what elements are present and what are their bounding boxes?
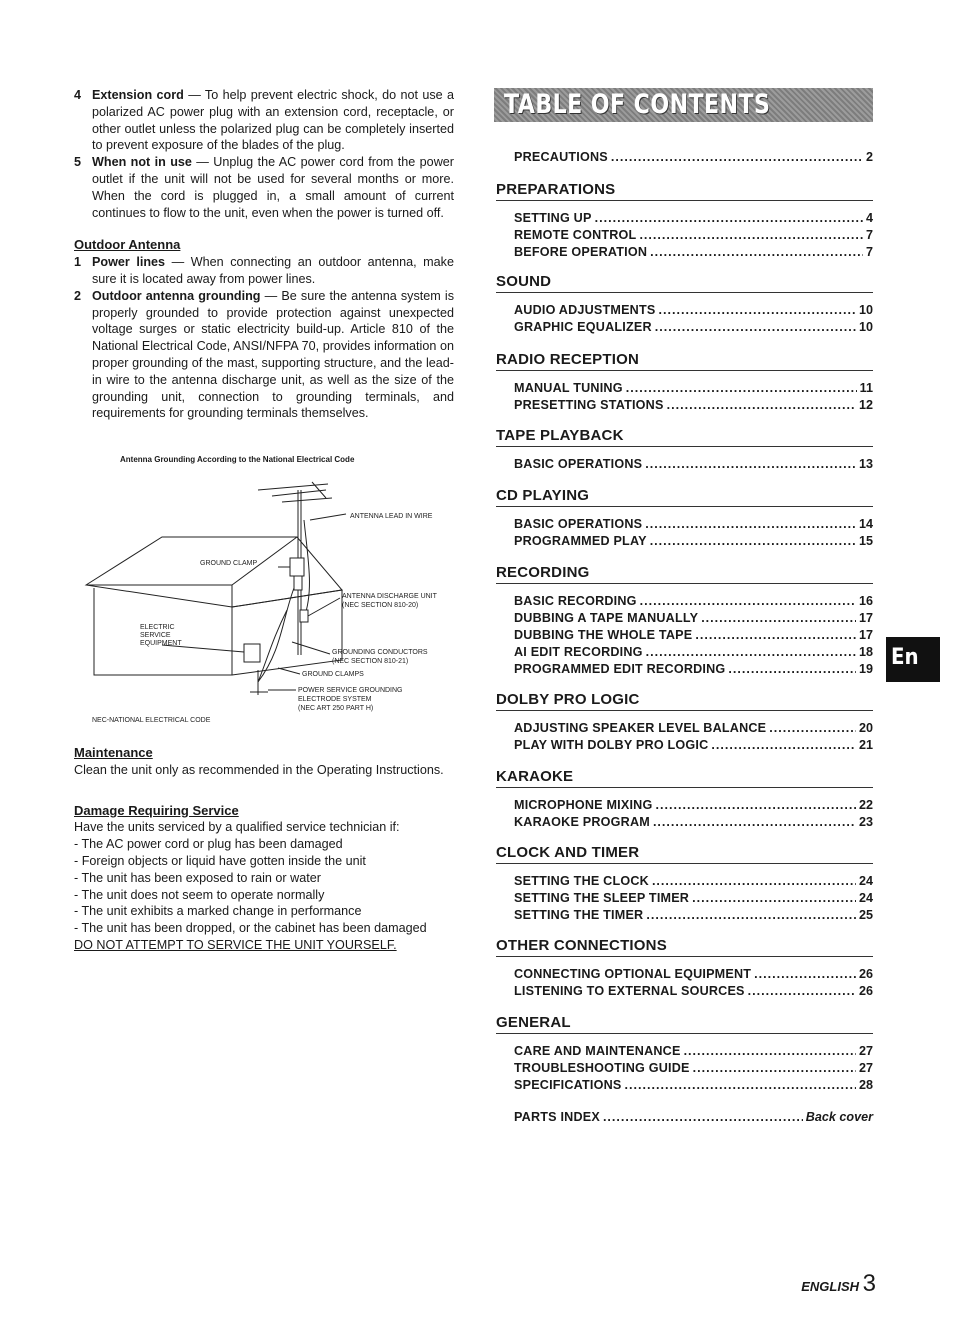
list-item: - The AC power cord or plug has been damaged xyxy=(74,837,343,852)
toc-page: 28 xyxy=(858,1078,873,1092)
toc-section-heading[interactable]: RADIO RECEPTION xyxy=(496,351,640,368)
toc-entry[interactable] xyxy=(496,1060,873,1077)
toc-title: TABLE OF CONTENTS xyxy=(504,89,771,120)
leader-dots xyxy=(754,966,856,983)
label-equipment: EQUIPMENT xyxy=(140,640,182,647)
toc-entry-label: SETTING UP xyxy=(514,211,592,225)
toc-entry-label: SETTING THE SLEEP TIMER xyxy=(514,891,690,905)
toc-entry-label: SETTING THE CLOCK xyxy=(514,874,649,888)
toc-entry-label: PRECAUTIONS xyxy=(514,150,608,164)
item-text: — Be sure the antenna system is properly grounded to provide protection against unexpected voltage surges or static electricity build-up. Article 810 of the National Electrical Code, ANSI/NFPA 70, provides information on proper grounding of the mast, supporting structure, and the lead-in wire to the antenna discharge unit, as well as the size of the grounding unit, connection to grounding terminals, and requirements for grounding terminals themselves. xyxy=(92,288,454,421)
toc-page: 2 xyxy=(865,150,873,164)
toc-page: 27 xyxy=(858,1044,873,1058)
toc-entry[interactable] xyxy=(496,907,873,924)
leader-dots xyxy=(640,593,856,610)
item-title: Outdoor antenna grounding xyxy=(92,288,261,303)
toc-section xyxy=(496,351,873,414)
toc-section-heading[interactable]: PREPARATIONS xyxy=(496,181,616,198)
toc-page: 26 xyxy=(858,984,873,998)
label-nec: NEC-NATIONAL ELECTRICAL CODE xyxy=(92,717,211,724)
toc-entry[interactable] xyxy=(496,983,873,1000)
toc-entry[interactable] xyxy=(496,720,873,737)
leader-dots xyxy=(645,456,856,473)
list-item: - The unit has been dropped, or the cabinet has been damaged xyxy=(74,921,427,936)
label-lead-in: ANTENNA LEAD IN WIRE xyxy=(350,513,433,520)
leader-dots xyxy=(646,907,856,924)
service-warning: DO NOT ATTEMPT TO SERVICE THE UNIT YOURSELF. xyxy=(74,937,397,952)
leader-dots xyxy=(711,737,856,754)
toc-entry[interactable] xyxy=(496,1043,873,1060)
toc-section xyxy=(496,844,873,924)
not-in-use-item xyxy=(74,154,454,221)
section-rule xyxy=(496,370,873,371)
page-number: 3 xyxy=(862,1270,876,1297)
damage-heading: Damage Requiring Service xyxy=(74,802,239,818)
toc-page: 16 xyxy=(858,594,873,608)
toc-page: 13 xyxy=(858,457,873,471)
page-footer xyxy=(801,1270,876,1298)
toc-section-heading[interactable]: CLOCK AND TIMER xyxy=(496,844,640,861)
toc-entry[interactable] xyxy=(496,380,873,397)
toc-entry[interactable] xyxy=(496,302,873,319)
toc-section xyxy=(496,937,873,1000)
leader-dots xyxy=(695,627,856,644)
toc-entry[interactable] xyxy=(496,814,873,831)
toc-entry[interactable] xyxy=(496,797,873,814)
toc-banner xyxy=(494,88,873,122)
toc-entry[interactable] xyxy=(496,610,873,627)
language-tab-label: En xyxy=(891,645,919,670)
label-electric: ELECTRIC xyxy=(140,624,175,631)
antenna-grounding-item xyxy=(74,288,454,422)
leader-dots xyxy=(667,397,856,414)
label-ground-clamps: GROUND CLAMPS xyxy=(302,671,364,678)
label-discharge-section: (NEC SECTION 810-20) xyxy=(342,602,419,609)
toc-entry-label: SETTING THE TIMER xyxy=(514,908,644,922)
toc-parts-index[interactable] xyxy=(496,1109,873,1126)
section-rule xyxy=(496,446,873,447)
toc-entry[interactable] xyxy=(496,661,873,678)
toc-entry-label: PROGRAMMED EDIT RECORDING xyxy=(514,662,726,676)
language-tab xyxy=(886,637,940,682)
toc-section xyxy=(496,691,873,754)
toc-entry[interactable] xyxy=(496,890,873,907)
toc-entry-label: AI EDIT RECORDING xyxy=(514,645,643,659)
toc-section-heading[interactable]: RECORDING xyxy=(496,564,590,581)
toc-entry[interactable] xyxy=(496,737,873,754)
toc-entry-label: CARE AND MAINTENANCE xyxy=(514,1044,681,1058)
toc-entry-label: TROUBLESHOOTING GUIDE xyxy=(514,1061,690,1075)
leader-dots xyxy=(769,720,856,737)
label-conductors-section: (NEC SECTION 810-21) xyxy=(332,658,409,665)
item-text: — When connecting an outdoor antenna, make sure it is located away from power lines. xyxy=(92,255,454,286)
toc-page: 12 xyxy=(858,398,873,412)
toc-entry[interactable] xyxy=(496,644,873,661)
toc-page: 20 xyxy=(858,721,873,735)
leader-dots xyxy=(611,149,863,166)
section-rule xyxy=(496,956,873,957)
toc-entry[interactable] xyxy=(496,456,873,473)
toc-section-heading[interactable]: KARAOKE xyxy=(496,768,574,785)
toc-page: 23 xyxy=(858,815,873,829)
toc-page: Back cover xyxy=(805,1110,873,1124)
toc-section xyxy=(496,273,873,336)
section-rule xyxy=(496,863,873,864)
toc-entry-label: PRESETTING STATIONS xyxy=(514,398,664,412)
toc-entry-label: KARAOKE PROGRAM xyxy=(514,815,650,829)
toc-entry-label: REMOTE CONTROL xyxy=(514,228,637,242)
list-item: - The unit exhibits a marked change in performance xyxy=(74,904,362,919)
leader-dots xyxy=(684,1043,856,1060)
toc-page: 24 xyxy=(858,874,873,888)
toc-section-heading[interactable]: CD PLAYING xyxy=(496,487,590,504)
leader-dots xyxy=(595,210,863,227)
list-item: - The unit does not seem to operate normally xyxy=(74,887,325,902)
item-number: 4 xyxy=(74,88,82,102)
list-item: - The unit has been exposed to rain or water xyxy=(74,870,321,885)
toc-section xyxy=(496,564,873,678)
section-rule xyxy=(496,1033,873,1034)
leader-dots xyxy=(626,380,857,397)
toc-precautions[interactable] xyxy=(496,149,873,166)
leader-dots xyxy=(625,1077,856,1094)
toc-entry-label: PROGRAMMED PLAY xyxy=(514,534,647,548)
leader-dots xyxy=(653,814,856,831)
toc-entry[interactable] xyxy=(496,210,873,227)
toc-page: 7 xyxy=(865,245,873,259)
toc-page: 10 xyxy=(858,320,873,334)
toc-section-heading[interactable]: DOLBY PRO LOGIC xyxy=(496,691,640,708)
list-item: - Foreign objects or liquid have gotten inside the unit xyxy=(74,853,366,868)
toc-page: 18 xyxy=(858,645,873,659)
section-rule xyxy=(496,710,873,711)
toc-entry-label: MICROPHONE MIXING xyxy=(514,798,653,812)
toc-entry-label: BEFORE OPERATION xyxy=(514,245,648,259)
toc-section xyxy=(496,768,873,831)
toc-page: 15 xyxy=(858,534,873,548)
leader-dots xyxy=(650,533,856,550)
outdoor-antenna-heading: Outdoor Antenna xyxy=(74,237,181,253)
leader-dots xyxy=(645,516,856,533)
label-discharge-unit: ANTENNA DISCHARGE UNIT xyxy=(342,593,437,600)
item-number: 1 xyxy=(74,255,82,270)
leader-dots xyxy=(646,644,856,661)
power-lines-item xyxy=(74,254,454,288)
left-column-lower xyxy=(74,745,454,954)
toc-page: 17 xyxy=(858,611,873,625)
toc-page: 22 xyxy=(858,798,873,812)
toc-entry-label: SPECIFICATIONS xyxy=(514,1078,622,1092)
leader-dots xyxy=(728,661,856,678)
toc-entry[interactable] xyxy=(496,244,873,261)
toc-entry-label: PARTS INDEX xyxy=(514,1110,600,1124)
label-service: SERVICE xyxy=(140,632,171,639)
maintenance-text: Clean the unit only as recommended in the Operating Instructions. xyxy=(74,762,444,777)
toc-page: 7 xyxy=(865,228,873,242)
toc-entry-label: BASIC OPERATIONS xyxy=(514,457,643,471)
toc-section-heading[interactable]: TAPE PLAYBACK xyxy=(496,427,624,444)
leader-dots xyxy=(639,227,863,244)
toc-section-heading[interactable]: GENERAL xyxy=(496,1014,571,1031)
toc-entry-label: BASIC RECORDING xyxy=(514,594,637,608)
section-rule xyxy=(496,292,873,293)
left-column xyxy=(74,87,454,422)
leader-dots xyxy=(650,244,863,261)
leader-dots xyxy=(692,890,856,907)
label-nec-art: (NEC ART 250 PART H) xyxy=(298,705,374,712)
toc-entry[interactable] xyxy=(496,966,873,983)
toc-section xyxy=(496,487,873,550)
toc-entry[interactable] xyxy=(496,516,873,533)
section-rule xyxy=(496,583,873,584)
toc-page: 17 xyxy=(858,628,873,642)
toc-entry-label: DUBBING THE WHOLE TAPE xyxy=(514,628,693,642)
damage-intro: Have the units serviced by a qualified service technician if: xyxy=(74,820,400,835)
toc-entry[interactable] xyxy=(496,227,873,244)
item-text: — To help prevent electric shock, do not use a polarized AC power plug with an extension cord, receptacle, or other outlet unless the polarized plug can be completely inserted to prevent exposure of the blades of the plug. xyxy=(92,88,454,153)
extension-cord-item xyxy=(74,87,454,154)
toc-entry-label: LISTENING TO EXTERNAL SOURCES xyxy=(514,984,745,998)
item-number: 2 xyxy=(74,288,82,303)
item-title: Extension cord xyxy=(92,88,184,102)
toc-entry[interactable] xyxy=(496,1077,873,1094)
toc-page: 19 xyxy=(858,662,873,676)
section-rule xyxy=(496,200,873,201)
leader-dots xyxy=(652,873,856,890)
toc-entry-label: BASIC OPERATIONS xyxy=(514,517,643,531)
toc-entry-label: AUDIO ADJUSTMENTS xyxy=(514,303,656,317)
maintenance-heading: Maintenance xyxy=(74,745,153,760)
item-text: — Unplug the AC power cord from the power outlet if the unit will not be used for several months or more. When the cord is plugged in, a small amount of current continues to flow to the unit, even when the power is turned off. xyxy=(92,155,454,220)
label-electrode-system: ELECTRODE SYSTEM xyxy=(298,696,372,703)
toc-entry[interactable] xyxy=(496,873,873,890)
toc-entry[interactable] xyxy=(496,319,873,336)
toc-page: 4 xyxy=(865,211,873,225)
damage-list xyxy=(74,836,454,937)
toc-entry[interactable] xyxy=(496,533,873,550)
leader-dots xyxy=(693,1060,856,1077)
toc-section-heading[interactable]: SOUND xyxy=(496,273,552,290)
item-title: When not in use xyxy=(92,155,192,170)
footer-language: ENGLISH xyxy=(801,1279,860,1294)
toc-entry-label: MANUAL TUNING xyxy=(514,381,623,395)
toc-section xyxy=(496,427,873,473)
item-title: Power lines xyxy=(92,255,166,270)
toc-page: 14 xyxy=(858,517,873,531)
toc-page: 24 xyxy=(858,891,873,905)
leader-dots xyxy=(748,983,856,1000)
section-rule xyxy=(496,506,873,507)
leader-dots xyxy=(603,1109,803,1126)
toc-page: 10 xyxy=(858,303,873,317)
toc-page: 26 xyxy=(858,967,873,981)
toc-entry-label: GRAPHIC EQUALIZER xyxy=(514,320,652,334)
toc-page: 21 xyxy=(858,738,873,752)
toc-page: 27 xyxy=(858,1061,873,1075)
antenna-grounding-diagram xyxy=(82,470,462,730)
leader-dots xyxy=(655,319,856,336)
toc-entry-label: CONNECTING OPTIONAL EQUIPMENT xyxy=(514,967,752,981)
toc-section xyxy=(496,181,873,261)
toc-entry-label: ADJUSTING SPEAKER LEVEL BALANCE xyxy=(514,721,767,735)
toc-entry[interactable] xyxy=(496,397,873,414)
label-power-service: POWER SERVICE GROUNDING xyxy=(298,687,403,694)
toc-page: 25 xyxy=(858,908,873,922)
toc-section xyxy=(496,1014,873,1094)
label-grounding-conductors: GROUNDING CONDUCTORS xyxy=(332,649,428,656)
leader-dots xyxy=(701,610,856,627)
leader-dots xyxy=(658,302,856,319)
section-rule xyxy=(496,787,873,788)
toc-page: 11 xyxy=(859,381,873,395)
toc-entry-label: DUBBING A TAPE MANUALLY xyxy=(514,611,699,625)
label-ground-clamp: GROUND CLAMP xyxy=(200,560,258,567)
item-number: 5 xyxy=(74,155,82,170)
toc-section-heading[interactable]: OTHER CONNECTIONS xyxy=(496,937,667,954)
toc-entry[interactable] xyxy=(496,627,873,644)
toc-entry[interactable] xyxy=(496,593,873,610)
diagram-title: Antenna Grounding According to the National Electrical Code xyxy=(120,455,355,464)
toc-entry-label: PLAY WITH DOLBY PRO LOGIC xyxy=(514,738,709,752)
leader-dots xyxy=(655,797,856,814)
